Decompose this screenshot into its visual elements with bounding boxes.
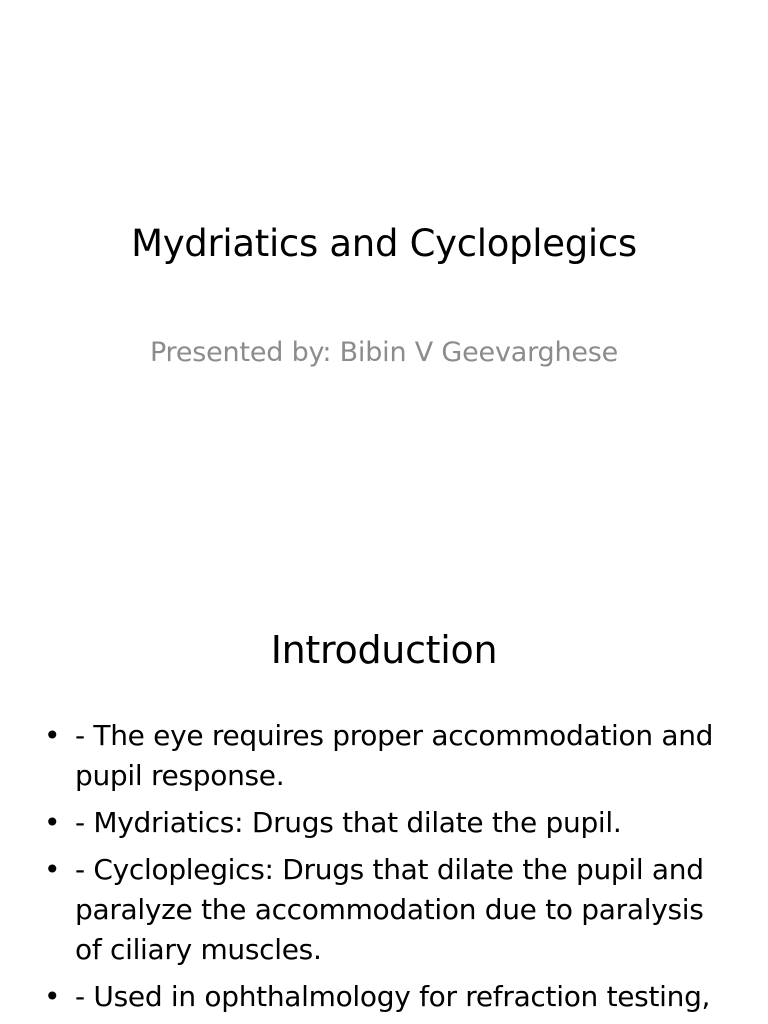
bullet-text: - Cycloplegics: Drugs that dilate the pupil and paralyze the accommodation due to paralysis of ciliary muscles.	[75, 853, 704, 966]
bullet-dot-icon: •	[44, 980, 61, 1013]
bullet-dot-icon: •	[44, 853, 61, 886]
bullet-text: - Mydriatics: Drugs that dilate the pupil.	[75, 806, 622, 839]
bullet-list	[42, 716, 732, 1024]
bullet-item	[42, 716, 732, 796]
bullet-dot-icon: •	[44, 719, 61, 752]
bullet-item	[42, 977, 732, 1017]
slide-subtitle: Presented by: Bibin V Geevarghese	[149, 337, 619, 368]
bullet-dot-icon: •	[44, 806, 61, 839]
bullet-item	[42, 803, 732, 843]
bullet-item	[42, 850, 732, 970]
introduction-slide	[0, 576, 768, 1024]
slide-title: Mydriatics and Cycloplegics	[131, 222, 637, 265]
bullet-text: - The eye requires proper accommodation and pupil response.	[75, 719, 714, 792]
bullet-text: - Used in ophthalmology for refraction testing,	[75, 980, 711, 1013]
slide-heading: Introduction	[270, 628, 498, 672]
